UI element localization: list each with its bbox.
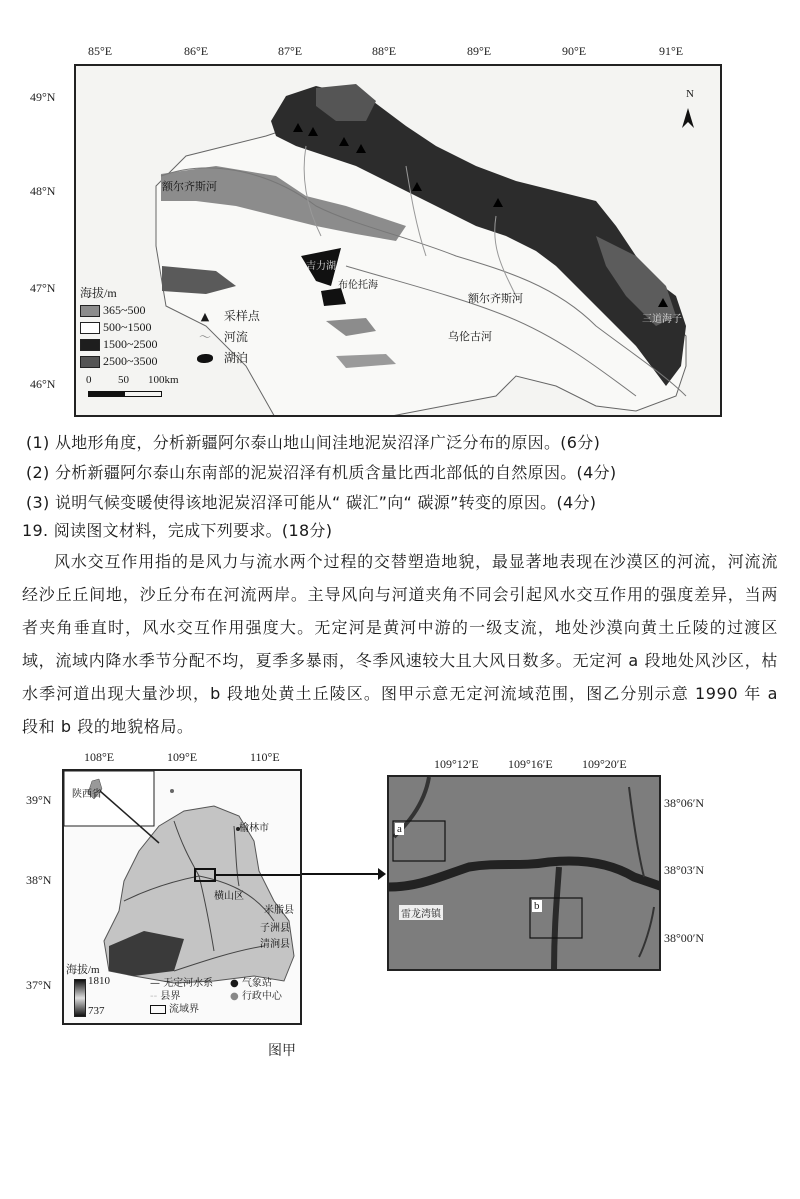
lat-tick: 39°N	[26, 793, 52, 807]
map2-legend	[150, 977, 213, 1016]
question-3: (3) 说明气候变暖使得该地泥炭沼泽可能从“ 碳汇”向“ 碳源”转变的原因。(4分)	[26, 493, 597, 512]
river-label: 乌伦古河	[448, 330, 492, 343]
place-label: 米脂县	[264, 905, 294, 916]
place-label: 横山区	[214, 891, 244, 902]
connector-line	[302, 873, 382, 875]
map3-lat-ticks	[664, 0, 774, 1000]
scale-label: 50	[118, 374, 129, 386]
question-1: (1) 从地形角度，分析新疆阿尔泰山地山间洼地泥炭沼泽广泛分布的原因。(6分)	[26, 433, 601, 452]
place-label: 榆林市	[239, 823, 269, 834]
legend-item	[150, 977, 213, 990]
dashed-line-icon: --	[150, 991, 161, 1002]
question-2: (2) 分析新疆阿尔泰山东南部的泥炭沼泽有机质含量比西北部低的自然原因。(4分)	[26, 463, 617, 482]
legend-item	[80, 353, 158, 370]
figure-caption: 图甲	[268, 1043, 296, 1059]
lon-tick: 108°E	[84, 750, 115, 764]
lon-tick: 85°E	[88, 44, 113, 58]
lat-tick: 38°03′N	[664, 863, 705, 877]
elevation-max: 1810	[88, 975, 110, 987]
lon-tick: 109°16′E	[508, 757, 553, 771]
legend-label: 河流	[223, 330, 248, 344]
lake-label: 吉力湖	[306, 261, 336, 272]
legend-label: 流域界	[169, 1004, 199, 1015]
lon-tick: 87°E	[278, 44, 303, 58]
legend-item	[150, 1003, 213, 1016]
legend-label: 县界	[160, 991, 181, 1002]
river-line-icon: —	[150, 978, 164, 989]
legend-label: 湖泊	[223, 351, 248, 365]
map2-legend-title: 海拔/m	[66, 964, 100, 976]
swatch	[80, 322, 100, 334]
rectangle-icon	[150, 1005, 166, 1014]
elevation-gradient	[74, 979, 86, 1017]
legend-item	[230, 977, 282, 990]
lon-tick: 90°E	[562, 44, 587, 58]
north-label: N	[686, 88, 694, 100]
triangle-icon: ▲	[200, 310, 210, 323]
legend-label: 500~1500	[103, 320, 152, 334]
box-a-label: a	[397, 823, 402, 835]
lake-icon	[190, 348, 220, 369]
legend-label: 行政中心	[241, 991, 282, 1002]
elevation-min: 737	[88, 1005, 105, 1017]
satellite-graphic	[389, 777, 661, 971]
lat-tick: 38°06′N	[664, 796, 705, 810]
swatch	[80, 339, 100, 351]
legend-label: 365~500	[103, 303, 146, 317]
legend-item	[150, 990, 213, 1003]
satellite-image	[387, 775, 661, 971]
lat-tick: 37°N	[26, 978, 52, 992]
legend-item	[190, 348, 260, 369]
swatch	[80, 356, 100, 368]
lat-tick: 38°N	[26, 873, 52, 887]
river-line-icon: 〜	[198, 330, 211, 344]
legend-item	[80, 302, 158, 319]
river-label: 额尔齐斯河	[468, 292, 523, 305]
scale-label: 0	[86, 374, 92, 386]
legend-label: 无定河水系	[163, 978, 214, 989]
legend-item	[80, 319, 158, 336]
lon-tick: 110°E	[250, 750, 280, 764]
box-b-label: b	[534, 900, 540, 912]
place-label: 子洲县	[260, 923, 290, 934]
lon-tick: 109°E	[167, 750, 198, 764]
lat-tick: 38°00′N	[664, 931, 705, 945]
legend-item	[190, 327, 260, 348]
scale-bar-graphic	[88, 391, 162, 397]
scale-label: 100km	[148, 374, 179, 386]
scale-bar	[86, 374, 196, 388]
legend-label: 1500~2500	[103, 337, 158, 351]
q19-body: 风水交互作用指的是风力与流水两个过程的交替塑造地貌，最显著地表现在沙漠区的河流，河流流经沙丘丘间地，沙丘分布在河流两岸。主导风向与河道夹角不同会引起风水交互作用的强度差异，当两者夹角垂直时，风水交互作用强度大。无定河是黄河中游的一级支流，地处沙漠向黄土丘陵的过渡区域，流域内降水季节分配不均，夏季多暴雨，冬季风速较大且大风日数多。无定河 a 段地处风沙区，枯水季河道出现大量沙坝，b 段地处黄土丘陵区。图甲示意无定河流域范围，图乙分别示意 1990 年 a 段和 b 段的地貌格局。	[22, 552, 778, 736]
swatch	[80, 305, 100, 317]
legend-label: 采样点	[223, 309, 260, 323]
legend-item	[80, 336, 158, 353]
arrow-head-icon	[378, 868, 386, 880]
map2-lat-ticks	[26, 0, 62, 1030]
town-label: 雷龙湾镇	[399, 905, 443, 920]
lon-tick: 86°E	[184, 44, 209, 58]
dot-icon: ●	[230, 991, 242, 1002]
river-label: 额尔齐斯河	[162, 180, 217, 193]
legend-item	[230, 990, 282, 1003]
lon-tick: 109°20′E	[582, 757, 627, 771]
place-label: 清涧县	[260, 939, 290, 950]
altai-map-graphic	[76, 66, 722, 417]
legend-label: 气象站	[241, 978, 272, 989]
lon-tick: 109°12′E	[434, 757, 479, 771]
dot-icon: ●	[230, 978, 242, 989]
lon-tick: 89°E	[467, 44, 492, 58]
q19-title: 19. 阅读图文材料，完成下列要求。(18分)	[22, 521, 333, 540]
station-dot-icon	[170, 789, 174, 793]
legend-item	[190, 306, 260, 327]
lake-label: 布伦托海	[338, 280, 378, 291]
legend-label: 2500~3500	[103, 354, 158, 368]
legend-title: 海拔/m	[80, 286, 117, 300]
lat-tick: 48°N	[30, 184, 56, 198]
place-label: 三道海子	[642, 314, 682, 325]
lon-tick: 91°E	[659, 44, 684, 58]
wuding-basin-map	[62, 769, 302, 1025]
lon-tick: 88°E	[372, 44, 397, 58]
map2-legend-dots	[230, 977, 282, 1003]
lat-tick: 46°N	[30, 377, 56, 391]
map1-legend	[80, 284, 340, 386]
lat-tick: 47°N	[30, 281, 56, 295]
inset-label: 陕西省	[72, 789, 102, 800]
lat-tick: 49°N	[30, 90, 56, 104]
altai-map	[74, 64, 722, 417]
